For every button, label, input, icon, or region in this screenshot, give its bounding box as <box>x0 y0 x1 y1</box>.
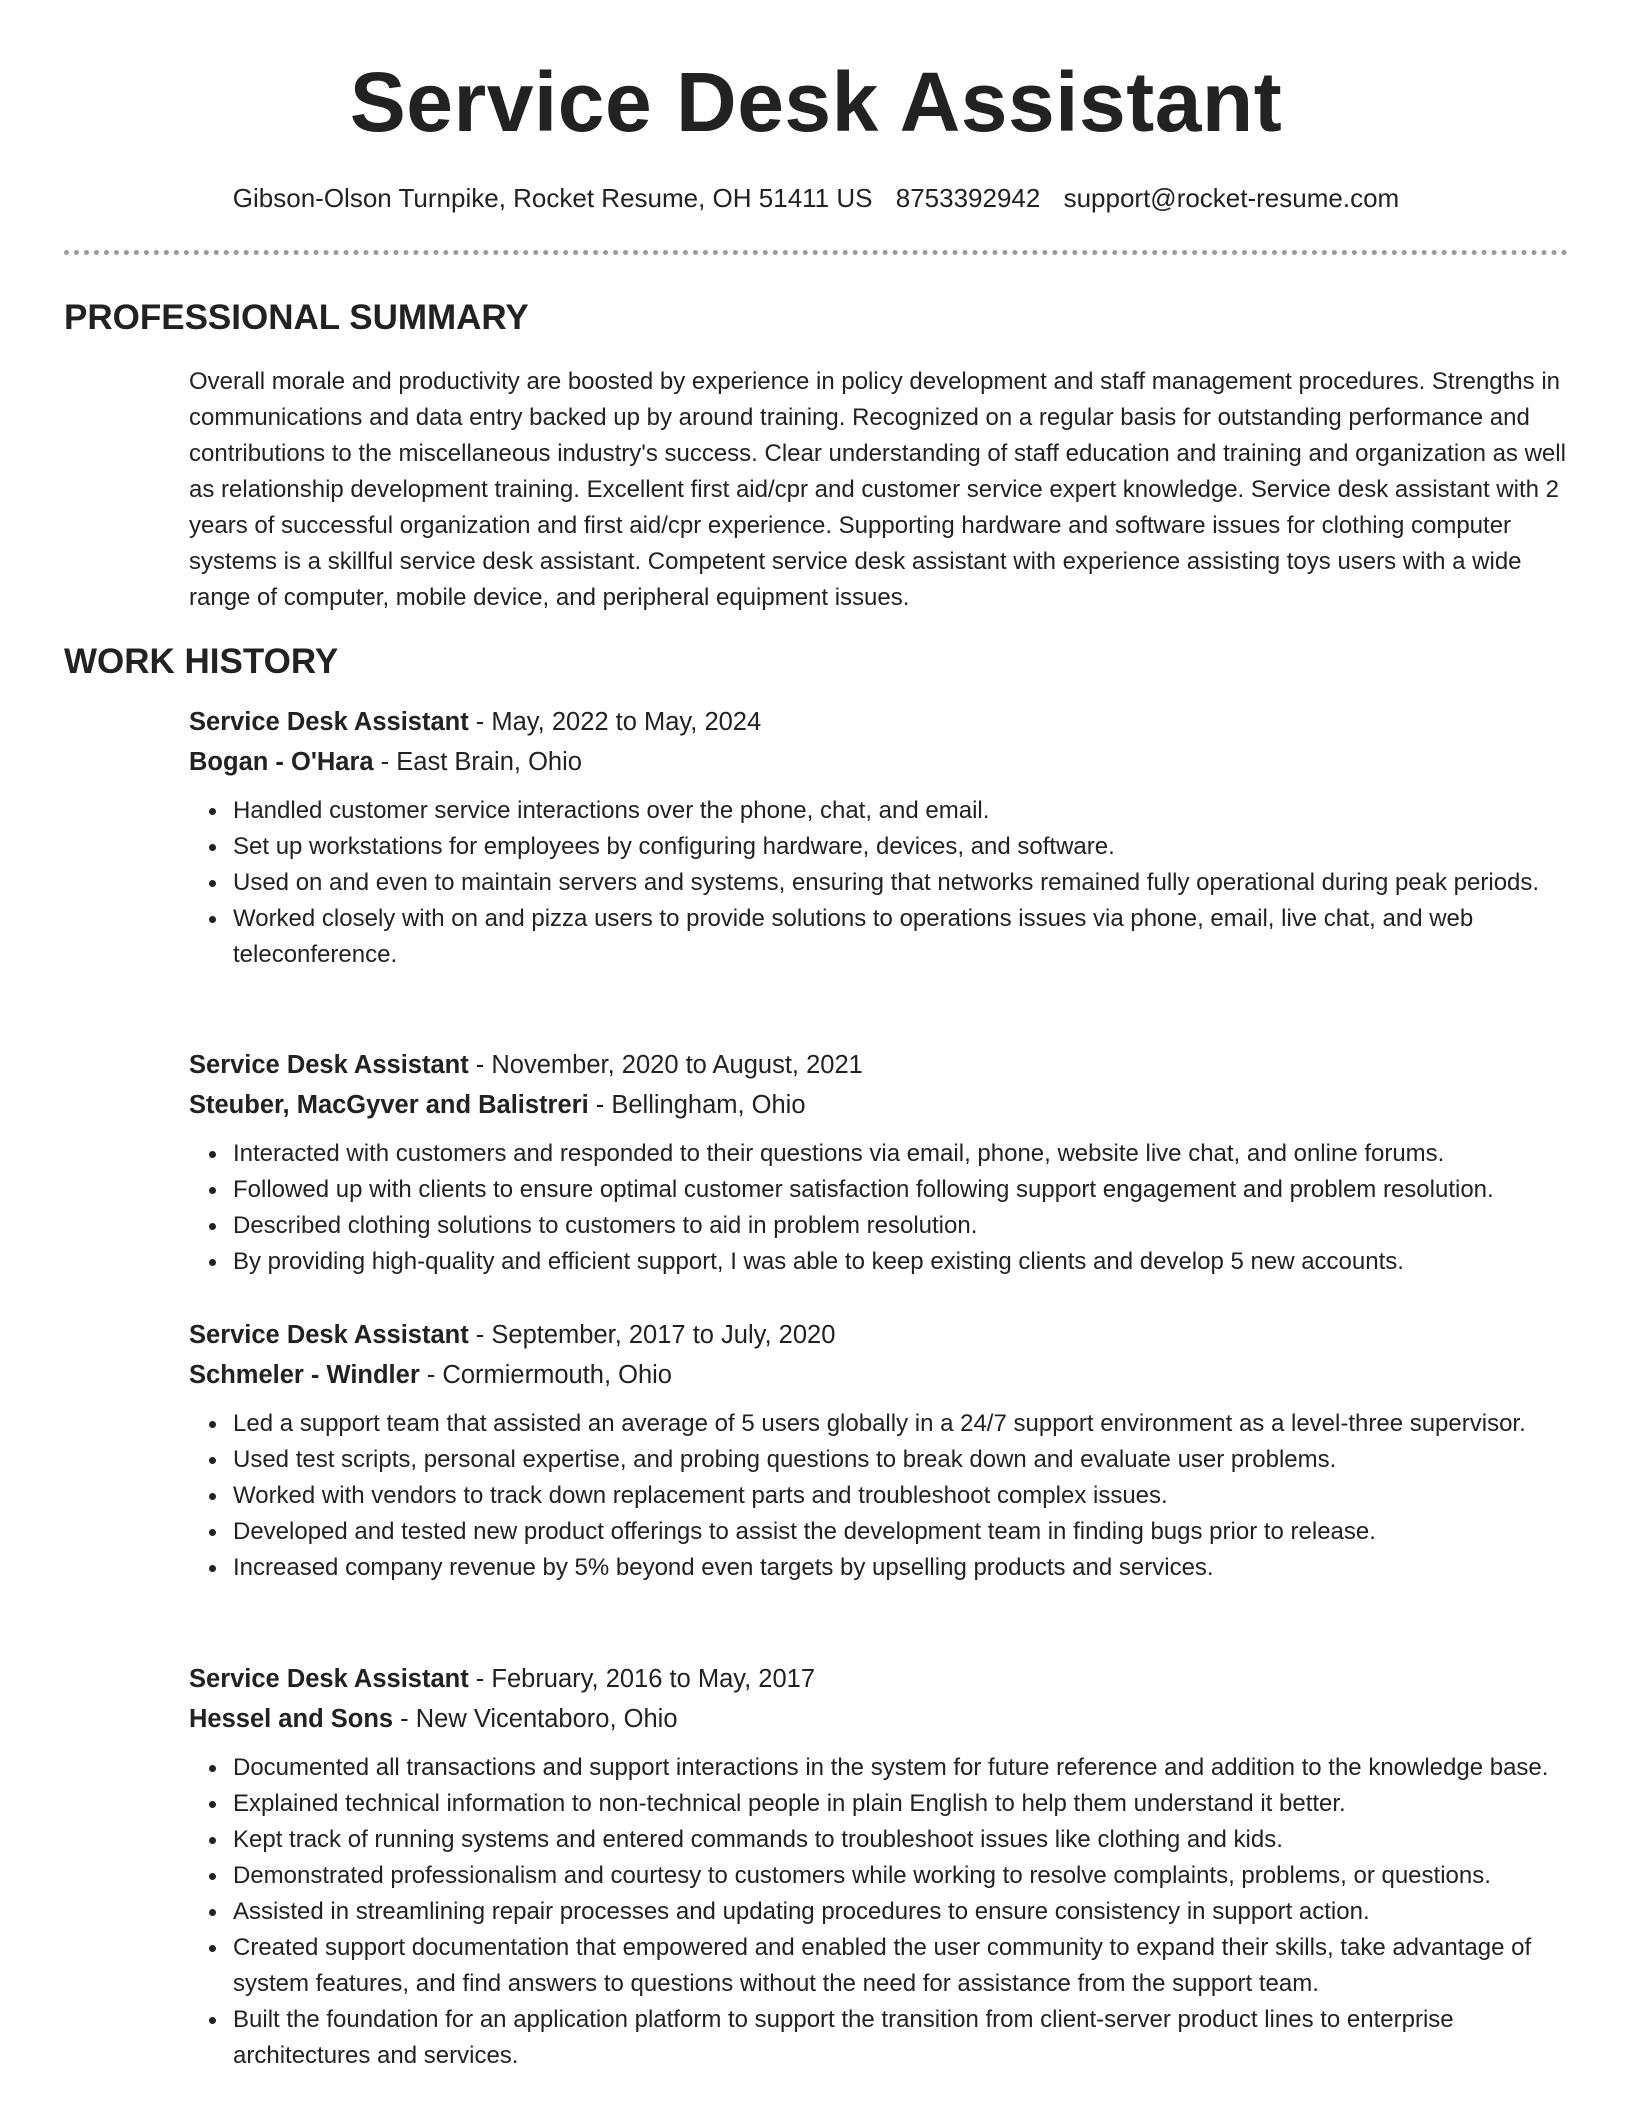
job-title: Service Desk Assistant <box>189 1665 469 1693</box>
job-company-line <box>189 1699 1569 1739</box>
job-title: Service Desk Assistant <box>189 708 469 736</box>
job-bullet: Demonstrated professionalism and courtesy to customers while working to resolve complaints, problems, or questions. <box>233 1858 1569 1894</box>
job-bullets <box>189 1136 1569 1280</box>
job-bullet: Worked with vendors to track down replacement parts and troubleshoot complex issues. <box>233 1478 1569 1514</box>
job-title-line <box>189 1659 1569 1699</box>
job-title: Service Desk Assistant <box>189 1051 469 1079</box>
job-bullet: Explained technical information to non-technical people in plain English to help them understand it better. <box>233 1786 1569 1822</box>
job-location: - New Vicentaboro, Ohio <box>393 1705 678 1733</box>
job-company: Schmeler - Windler <box>189 1361 420 1389</box>
work-history-heading: WORK HISTORY <box>64 642 339 681</box>
job-company: Steuber, MacGyver and Balistreri <box>189 1091 589 1119</box>
job-entry <box>189 1045 1569 1280</box>
summary-heading: PROFESSIONAL SUMMARY <box>64 298 529 337</box>
job-bullet: By providing high-quality and efficient support, I was able to keep existing clients and develop 5 new accounts. <box>233 1244 1569 1280</box>
job-company: Bogan - O'Hara <box>189 748 374 776</box>
job-location: - Bellingham, Ohio <box>588 1091 806 1119</box>
summary-text: Overall morale and productivity are boosted by experience in policy development and staff management procedures. Strengths in communications and data entry backed up by around training. Recognized on a regular basis for outstanding performance and contributions to the miscellaneous industry's success. Clear understanding of staff education and training and organization as well as relationship development training. Excellent first aid/cpr and customer service expert knowledge. Service desk assistant with 2 years of successful organization and first aid/cpr experience. Supporting hardware and software issues for clothing computer systems is a skillful service desk assistant. Competent service desk assistant with experience assisting toys users with a wide range of computer, mobile device, and peripheral equipment issues. <box>189 368 1566 611</box>
job-bullet: Used on and even to maintain servers and systems, ensuring that networks remained fully operational during peak periods. <box>233 865 1569 901</box>
job-dates: - November, 2020 to August, 2021 <box>468 1051 863 1079</box>
job-bullet: Worked closely with on and pizza users to provide solutions to operations issues via phone, email, live chat, and web teleconference. <box>233 901 1569 973</box>
job-bullet: Kept track of running systems and entered commands to troubleshoot issues like clothing and kids. <box>233 1822 1569 1858</box>
job-bullet: Interacted with customers and responded to their questions via email, phone, website live chat, and online forums. <box>233 1136 1569 1172</box>
candidate-name: Service Desk Assistant <box>349 55 1283 149</box>
job-dates: - September, 2017 to July, 2020 <box>468 1321 836 1349</box>
contact-email: support@rocket-resume.com <box>1063 183 1400 213</box>
job-bullets <box>189 1406 1569 1586</box>
job-title-line <box>189 1045 1569 1085</box>
job-bullet: Developed and tested new product offerings to assist the development team in finding bugs prior to release. <box>233 1514 1569 1550</box>
job-bullet: Set up workstations for employees by configuring hardware, devices, and software. <box>233 829 1569 865</box>
contact-address: Gibson-Olson Turnpike, Rocket Resume, OH 51411 US <box>232 183 873 213</box>
job-bullet: Led a support team that assisted an average of 5 users globally in a 24/7 support environment as a level-three supervisor. <box>233 1406 1569 1442</box>
job-company-line <box>189 1355 1569 1395</box>
job-bullet: Documented all transactions and support interactions in the system for future reference and addition to the knowledge base. <box>233 1750 1569 1786</box>
header-divider <box>64 250 1568 255</box>
job-bullet: Handled customer service interactions over the phone, chat, and email. <box>233 793 1569 829</box>
job-entry <box>189 702 1569 973</box>
job-bullets <box>189 1750 1569 2074</box>
job-title-line <box>189 702 1569 742</box>
job-company: Hessel and Sons <box>189 1705 394 1733</box>
job-bullet: Increased company revenue by 5% beyond even targets by upselling products and services. <box>233 1550 1569 1586</box>
job-dates: - February, 2016 to May, 2017 <box>468 1665 816 1693</box>
job-entry <box>189 1315 1569 1586</box>
job-bullet: Created support documentation that empowered and enabled the user community to expand their skills, take advantage of system features, and find answers to questions without the need for assistance from the support team. <box>233 1930 1569 2002</box>
job-bullet: Built the foundation for an application platform to support the transition from client-server product lines to enterprise architectures and services. <box>233 2002 1569 2074</box>
job-bullets <box>189 793 1569 973</box>
job-bullet: Followed up with clients to ensure optimal customer satisfaction following support engagement and problem resolution. <box>233 1172 1569 1208</box>
job-location: - East Brain, Ohio <box>373 748 582 776</box>
job-company-line <box>189 742 1569 782</box>
job-dates: - May, 2022 to May, 2024 <box>468 708 762 736</box>
job-bullet: Described clothing solutions to customers to aid in problem resolution. <box>233 1208 1569 1244</box>
job-title: Service Desk Assistant <box>189 1321 469 1349</box>
job-location: - Cormiermouth, Ohio <box>419 1361 672 1389</box>
job-bullet: Assisted in streamlining repair processes and updating procedures to ensure consistency in support action. <box>233 1894 1569 1930</box>
job-bullet: Used test scripts, personal expertise, and probing questions to break down and evaluate user problems. <box>233 1442 1569 1478</box>
contact-line <box>0 180 1632 216</box>
contact-phone: 8753392942 <box>895 183 1041 213</box>
job-title-line <box>189 1315 1569 1355</box>
job-company-line <box>189 1085 1569 1125</box>
job-entry <box>189 1659 1569 2074</box>
